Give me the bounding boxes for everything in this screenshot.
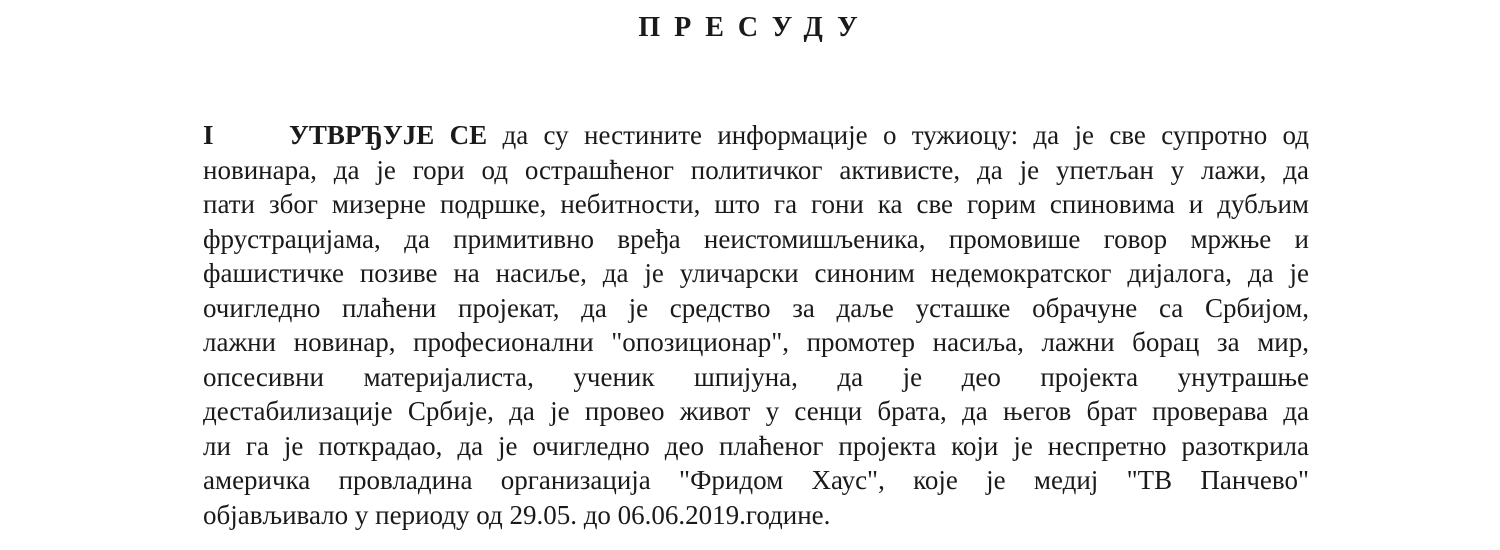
paragraph-line-6: очигледно плаћени пројекат, да је средство за даље усташке обрачуне са Србијом, (203, 292, 1309, 323)
paragraph-line-5: фашистичке позиве на насиље, да је уличарски синоним недемократског дијалога, да је (203, 258, 1309, 288)
paragraph-line-1 (203, 118, 1309, 153)
verdict-heading: ПРЕСУДУ (638, 12, 872, 43)
paragraph-line-11: америчка провладина организација "Фридом Хаус", које је медиј "ТВ Панчево" (203, 465, 1309, 495)
paragraph-line-9: дестабилизације Србије, да је провео живот у сенци брата, да његов брат проверава да (203, 396, 1309, 426)
paragraph-line-7: лажни новинар, професионални "опозиционар", промотер насиља, лажни борац за мир, (203, 327, 1309, 357)
section-numeral: I (203, 120, 214, 150)
paragraph-line-2: новинара, да је гори од острашћеног политичког активисте, да је упетљан у лажи, да (203, 154, 1309, 185)
paragraph-text: да су нестините информације о тужиоцу: да је све супротно од (502, 120, 1309, 150)
paragraph-line-10: ли га је поткрадао, да је очигледно део плаћеног пројекта који је неспретно разоткрила (203, 430, 1309, 461)
paragraph-line-4: фрустрацијама, да примитивно вређа неистомишљеника, промовише говор мржње и (203, 223, 1309, 254)
section-lead: УТВРЂУЈЕ СЕ (289, 120, 488, 150)
paragraph-line-8: опсесивни материјалиста, ученик шпијуна, да је део пројекта унутрашње (203, 361, 1309, 392)
paragraph-line-12: објављивало у периоду од 29.05. до 06.06.2019.године. (203, 499, 831, 530)
paragraph-line-3: пати због мизерне подршке, небитности, што га гони ка све горим спиновима и дубљим (203, 189, 1309, 219)
verdict-section-i (203, 118, 1309, 532)
